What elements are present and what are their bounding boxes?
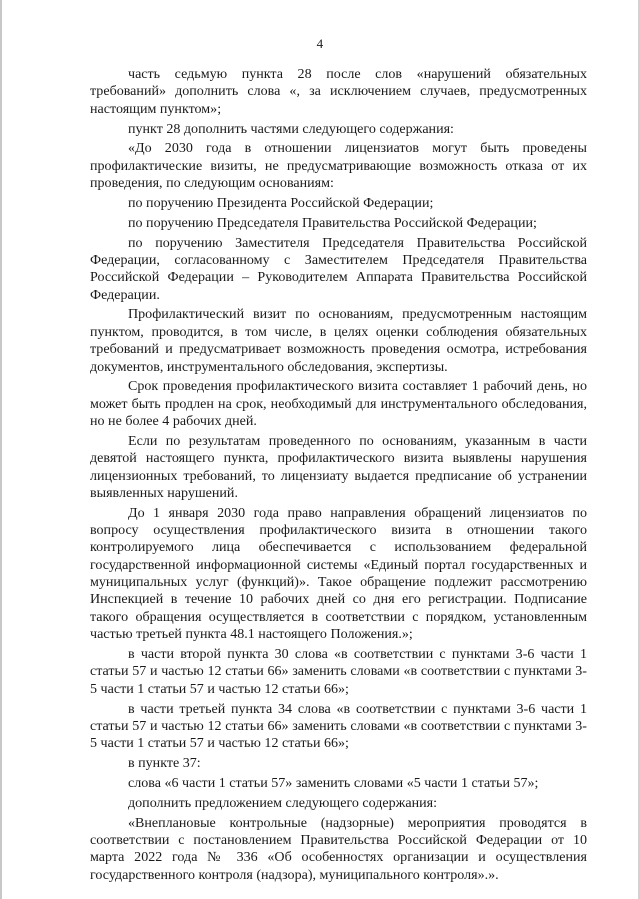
- paragraph-4: по поручению Президента Российской Федерации;: [128, 194, 434, 211]
- paragraph-7: Профилактический визит по основаниям, предусмотренным настоящим пунктом, проводится, в том числе, в целях оценки соблюдения обязательных требований и предусматривает возможность проведения осмотра, истребования документов, инструментального обследования, экспертизы.: [90, 306, 587, 375]
- paragraph-2: пункт 28 дополнить частями следующего содержания:: [128, 120, 454, 137]
- paragraph-13: в пункте 37:: [128, 755, 201, 772]
- scan-left-edge: [0, 0, 2, 899]
- paragraph-5: по поручению Председателя Правительства Российской Федерации;: [128, 214, 537, 231]
- paragraph-6: по поручению Заместителя Председателя Правительства Российской Федерации, согласованному с Заместителем Председателя Правительства Российской Федерации – Руководителем Аппарата Правительства Российской Федерации.: [90, 234, 587, 303]
- paragraph-9: Если по результатам проведенного по основаниям, указанным в части девятой настоящего пункта, профилактического визита выявлены нарушения лицензионных требований, то лицензиату выдается предписание об устранении выявленных нарушений.: [90, 432, 587, 501]
- paragraph-11: в части второй пункта 30 слова «в соответствии с пунктами 3-6 части 1 статьи 57 и частью 12 статьи 66» заменить словами «в соответствии с пунктами 3-5 части 1 статьи 57 и частью 12 статьи 66»;: [90, 646, 587, 697]
- paragraph-8: Срок проведения профилактического визита составляет 1 рабочий день, но может быть продлен на срок, необходимый для инструментального обследования, но не более 4 рабочих дней.: [90, 378, 587, 430]
- document-body: [90, 66, 587, 884]
- page-number: 4: [316, 36, 324, 51]
- paragraph-12: в части третьей пункта 34 слова «в соответствии с пунктами 3-6 части 1 статьи 57 и частью 12 статьи 66» заменить словами «в соответствии с пунктами 3-5 части 1 статьи 57 и частью 12 статьи 66»;: [90, 700, 587, 752]
- paragraph-15: дополнить предложением следующего содержания:: [128, 794, 438, 811]
- paragraph-16: «Внеплановые контрольные (надзорные) мероприятия проводятся в соответствии с постановлением Правительства Российской Федерации от 10 марта 2022 года № 336 «Об особенностях организации и осуществления государственного контроля (надзора), муниципального контроля».».: [90, 814, 587, 883]
- paragraph-1: часть седьмую пункта 28 после слов «нарушений обязательных требований» дополнить слова «, за исключением случаев, предусмотренных настоящим пунктом»;: [90, 66, 587, 117]
- paragraph-3: «До 2030 года в отношении лицензиатов могут быть проведены профилактические визиты, не предусматривающие возможность отказа от их проведения, по следующим основаниям:: [90, 140, 587, 192]
- paragraph-10: До 1 января 2030 года право направления обращений лицензиатов по вопросу осуществления профилактического визита в отношении такого контролируемого лица обеспечивается с использованием федеральной государственной информационной системы «Единый портал государственных и муниципальных услуг (функций)». Такое обращение подлежит рассмотрению Инспекцией в течение 10 рабочих дней со дня его регистрации. Подписание такого обращения осуществляется в соответствии с порядком, установленным частью третьей пункта 48.1 настоящего Положения.»;: [90, 504, 587, 643]
- paragraph-14: слова «6 части 1 статьи 57» заменить словами «5 части 1 статьи 57»;: [128, 774, 539, 791]
